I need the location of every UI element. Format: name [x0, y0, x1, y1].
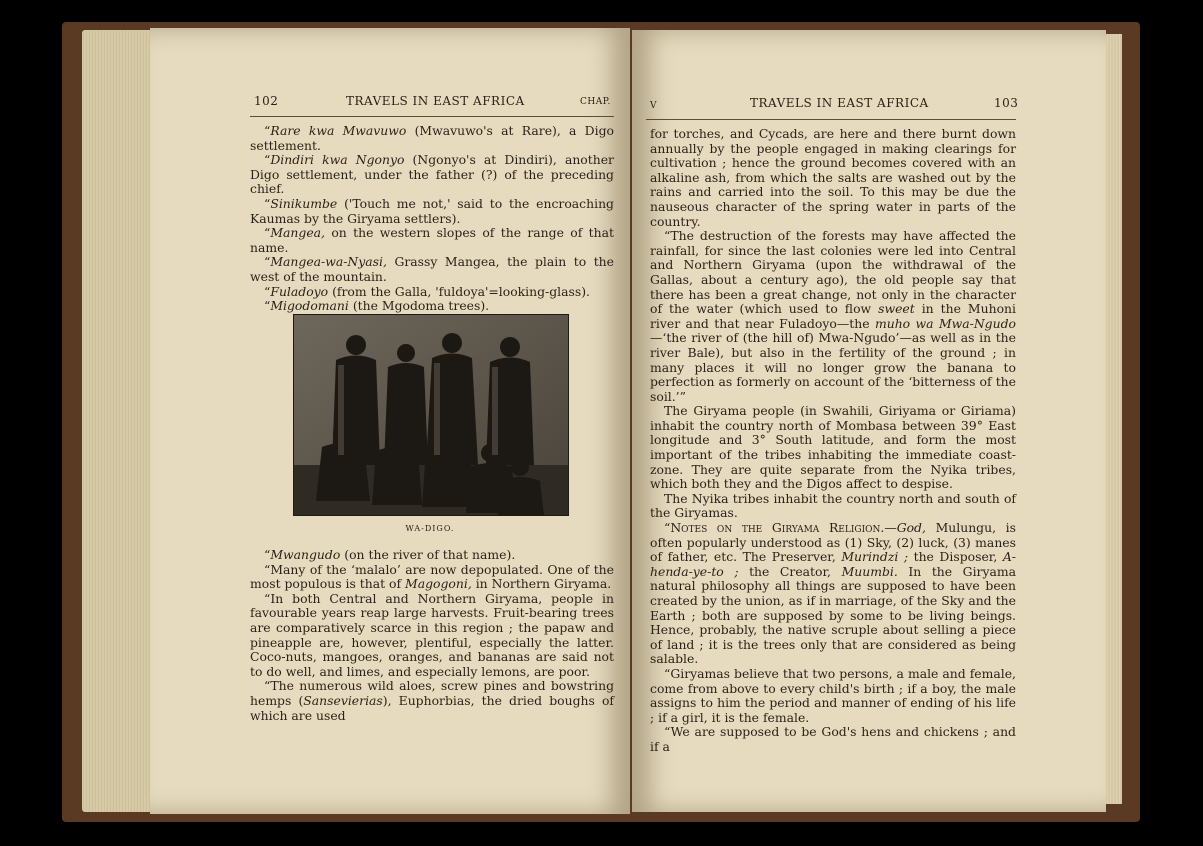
- photo-figures: [294, 315, 568, 515]
- left-page: [150, 28, 630, 814]
- paragraph-torches: for torches, and Cycads, are here and there burnt down annually by the people engaged in making clearings for cultivation ; hence the ground becomes covered with an alkaline ash, from which the salts are washed out by the rains and carried into the soil. To this may be due the nauseous character of the spring water in parts of the country.: [650, 126, 1016, 229]
- paragraph-giryama-people: The Giryama people (in Swahili, Giriyama or Giriama) inhabit the country north of Mombasa between 39° East longitude and 3° South latitude, and form the most important of the tribes inhabiting the immediate coast-zone. They are quite separate from the Nyika tribes, which both they and the Digos affect to despise.: [650, 403, 1016, 492]
- figure-caption: WA-DIGO.: [405, 524, 455, 533]
- left-page-number: 102: [254, 94, 279, 108]
- left-running-title: TRAVELS IN EAST AFRICA: [346, 94, 525, 108]
- paragraph-mangea: “Mangea, on the western slopes of the range of that name.: [250, 225, 614, 255]
- left-header-rule: [250, 116, 614, 117]
- paragraph-notes-religion: “Notes on the Giryama Religion.—God, Mulungu, is often popularly understood as (1) Sky, (2) luck, (3) manes of father, etc. The Preserver, Murindzi ; the Disposer, A-henda-ye-to ; the Creator, Muumbi. In the Giryama natural philosophy all things are supposed to have been created by the union, as if in marriage, of the Sky and the Earth ; both are supposed by some to be living beings. Hence, probably, the native scruple about selling a piece of land ; it is the trees only that are considered as being salable.: [650, 520, 1016, 667]
- right-text: [650, 127, 1016, 755]
- paragraph-migodomani: “Migodomani (the Mgodoma trees).: [264, 298, 490, 314]
- right-running-title: TRAVELS IN EAST AFRICA: [750, 96, 929, 110]
- paragraph-sinikumbe: “Sinikumbe ('Touch me not,' said to the encroaching Kaumas by the Giryama settlers).: [250, 195, 614, 226]
- paragraph-fuladoyo: “Fuladoyo (from the Galla, 'fuldoya'=looking-glass).: [264, 283, 591, 299]
- left-text-top: [250, 124, 614, 314]
- right-page: [632, 30, 1106, 812]
- paragraph-rare: “Rare kwa Mwavuwo (Mwavuwo's at Rare), a Digo settlement.: [250, 123, 614, 153]
- paragraph-dindiri: “Dindiri kwa Ngonyo (Ngonyo's at Dindiri), another Digo settlement, under the father (?) of the preceding chief.: [250, 152, 614, 197]
- paragraph-malalo: “Many of the ‘malalo’ are now depopulated. One of the most populous is that of Magogoni, in Northern Giryama.: [250, 561, 614, 592]
- paragraph-mangea-wa-nyasi: “Mangea-wa-Nyasi, Grassy Mangea, the plain to the west of the mountain.: [250, 254, 614, 284]
- paragraph-birth-belief: “Giryamas believe that two persons, a male and female, come from above to every child's birth ; if a boy, the male assigns to him the period and manner of ending of his life ; if a girl, it is the female.: [650, 665, 1016, 725]
- paragraph-aloes: “The numerous wild aloes, screw pines and bowstring hemps (Sansevierias), Euphorbias, the dried boughs of which are used: [250, 678, 614, 723]
- wa-digo-photograph: [293, 314, 569, 516]
- right-chapter-mark: V: [650, 101, 657, 111]
- left-text-bottom: [250, 548, 614, 723]
- right-header-rule: [646, 119, 1016, 120]
- left-chapter-mark: CHAP.: [580, 97, 611, 107]
- paragraph-mwangudo: “Mwangudo (on the river of that name).: [264, 547, 516, 562]
- right-page-number: 103: [994, 96, 1019, 110]
- paragraph-hens: “We are supposed to be God's hens and chickens ; and if a: [650, 724, 1016, 754]
- paragraph-nyika: The Nyika tribes inhabit the country north and south of the Giryamas.: [650, 490, 1016, 521]
- paragraph-destruction: “The destruction of the forests may have affected the rainfall, for since the last colonies were led into Central and Northern Giryama (upon the withdrawal of the Gallas, about a century ago), the old people say that there has been a great change, not only in the character of the water (which used to flow sweet in the Muhoni river and that near Fuladoyo—the muho wa Mwa-Ngudo—‘the river of (the hill of) Mwa-Ngudo’—as well as in the river Bale), but also in the fertility of the ground ; in many places it will no longer grow the banana to perfection as formerly on account of the ‘bitterness of the soil.’”: [650, 228, 1016, 404]
- paragraph-central-northern: “In both Central and Northern Giryama, people in favourable years reap large harvests. Fruit-bearing trees are comparatively scarce in this region ; the papaw and pineapple are, however, plentiful, especially the latter. Coco-nuts, mangoes, oranges, and bananas are said not to do well, and limes, and especially lemons, are poor.: [250, 590, 614, 679]
